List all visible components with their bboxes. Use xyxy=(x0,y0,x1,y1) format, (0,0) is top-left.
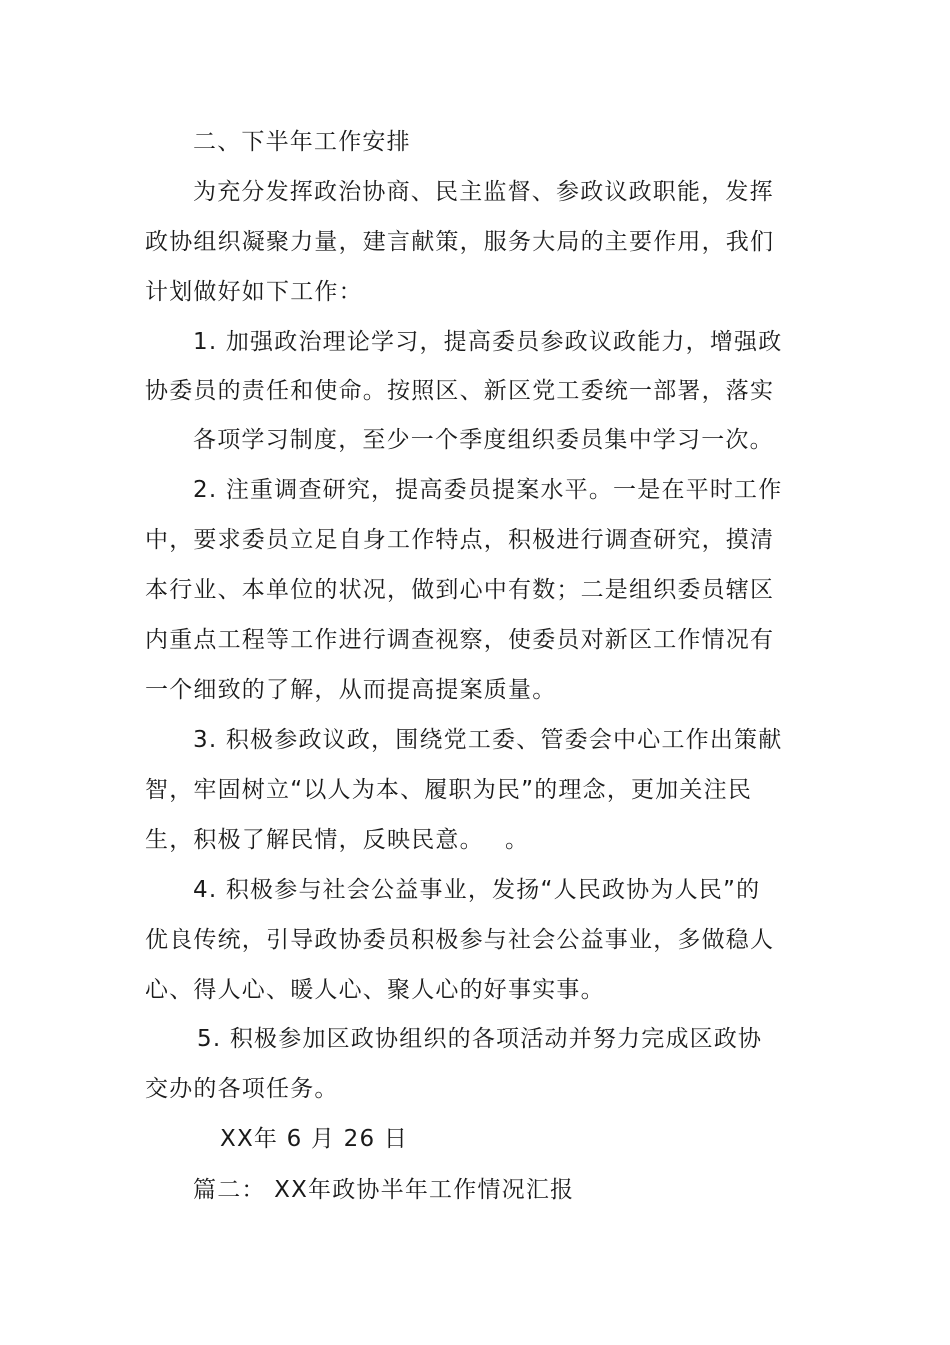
section-heading: 二、下半年工作安排 xyxy=(193,129,411,155)
item-5-line-1: 5. 积极参加区政协组织的各项活动并努力完成区政协 xyxy=(197,1026,763,1052)
item-2-line-5: 一个细致的了解，从而提高提案质量。 xyxy=(145,677,557,703)
item-1-line-3: 各项学习制度，至少一个季度组织委员集中学习一次。 xyxy=(193,427,774,453)
item-3-line-3: 生，积极了解民情，反映民意。 。 xyxy=(145,827,530,853)
item-4-line-2: 优良传统，引导政协委员积极参与社会公益事业，多做稳人 xyxy=(145,927,775,953)
item-3-line-1: 3. 积极参政议政，围绕党工委、管委会中心工作出策献 xyxy=(193,727,783,753)
item-4-line-3: 心、得人心、暖人心、聚人心的好事实事。 xyxy=(145,977,605,1003)
item-2-line-1: 2. 注重调查研究，提高委员提案水平。一是在平时工作 xyxy=(193,477,783,503)
item-2-line-4: 内重点工程等工作进行调查视察，使委员对新区工作情况有 xyxy=(145,627,775,653)
item-4-line-1: 4. 积极参与社会公益事业，发扬“人民政协为人民”的 xyxy=(193,877,761,903)
item-3-line-2: 智，牢固树立“以人为本、履职为民”的理念，更加关注民 xyxy=(145,777,753,803)
intro-line-1: 为充分发挥政治协商、民主监督、参政议政职能，发挥 xyxy=(193,179,774,205)
item-1-line-2: 协委员的责任和使命。按照区、新区党工委统一部署，落实 xyxy=(145,378,775,404)
item-1-line-1: 1. 加强政治理论学习，提高委员参政议政能力，增强政 xyxy=(193,329,783,355)
intro-line-3: 计划做好如下工作： xyxy=(145,279,363,305)
intro-line-2: 政协组织凝聚力量，建言献策，服务大局的主要作用，我们 xyxy=(145,229,775,255)
item-2-line-3: 本行业、本单位的状况，做到心中有数；二是组织委员辖区 xyxy=(145,577,775,603)
next-document-title: 篇二： XX年政协半年工作情况汇报 xyxy=(193,1177,575,1203)
item-2-line-2: 中，要求委员立足自身工作特点，积极进行调查研究，摸清 xyxy=(145,527,775,553)
item-5-line-2: 交办的各项任务。 xyxy=(145,1076,339,1102)
document-date: XX年 6 月 26 日 xyxy=(220,1126,409,1152)
